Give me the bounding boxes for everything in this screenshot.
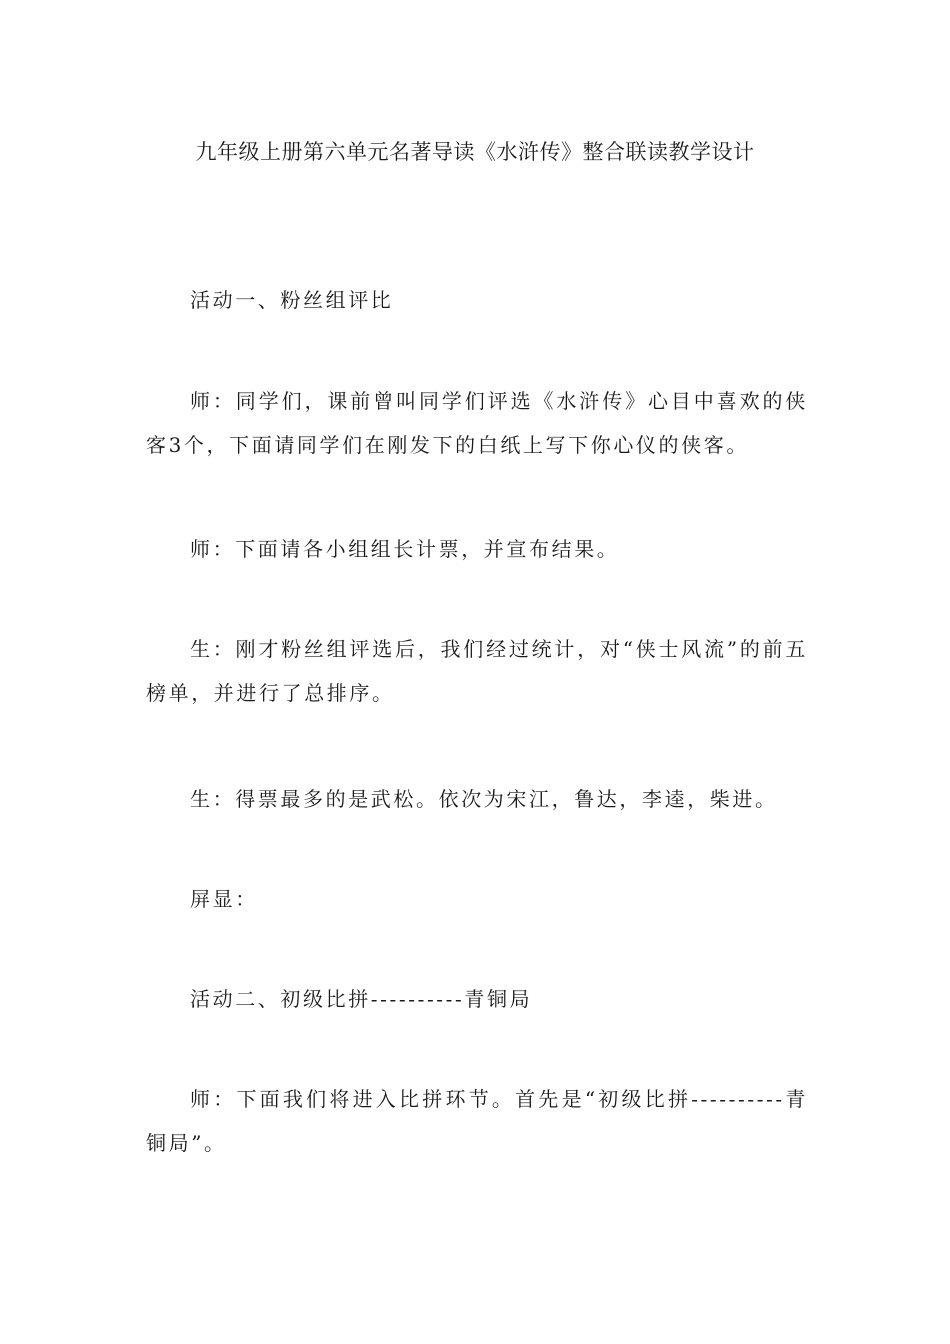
paragraph-screen-display: 屏显：	[190, 887, 258, 911]
paragraph-teacher-intro: 师：同学们，课前曾叫同学们评选《水浒传》心目中喜欢的侠客3个，下面请同学们在刚发下的白纸上写下你心仪的侠客。	[146, 389, 808, 457]
paragraph-student-ranking: 生：刚才粉丝组评选后，我们经过统计，对“侠士风流”的前五榜单，并进行了总排序。	[146, 637, 808, 705]
paragraph-activity-one-heading: 活动一、粉丝组评比	[190, 288, 394, 312]
paragraph-teacher-competition: 师：下面我们将进入比拼环节。首先是“初级比拼----------青铜局”。	[146, 1087, 808, 1155]
document-title: 九年级上册第六单元名著导读《水浒传》整合联读教学设计	[195, 140, 755, 164]
paragraph-activity-two-heading: 活动二、初级比拼----------青铜局	[190, 987, 533, 1011]
paragraph-student-result: 生：得票最多的是武松。依次为宋江，鲁达，李逵，柴进。	[190, 787, 778, 811]
paragraph-teacher-vote: 师：下面请各小组组长计票，并宣布结果。	[190, 537, 620, 561]
